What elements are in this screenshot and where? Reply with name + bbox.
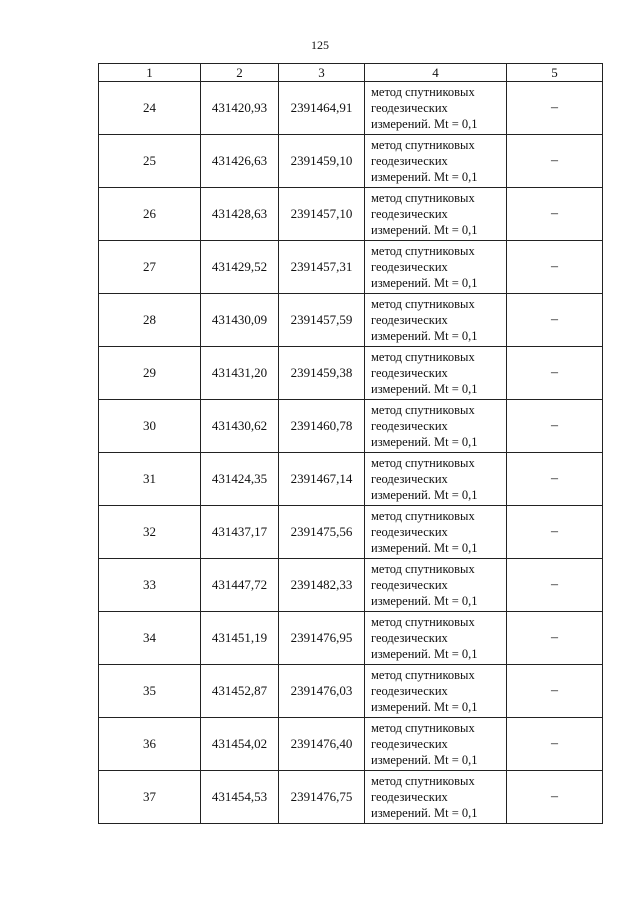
coordinates-table (98, 63, 603, 824)
table-row (99, 188, 603, 241)
y-coordinate-cell: 2391464,91 (279, 82, 365, 135)
method-cell: метод спутниковых геодезических измерений. Mt = 0,1 (365, 665, 507, 718)
note-cell: – (507, 771, 603, 824)
header-col-4: 4 (365, 64, 507, 82)
x-coordinate-cell: 431447,72 (201, 559, 279, 612)
note-cell: – (507, 453, 603, 506)
y-coordinate-cell: 2391460,78 (279, 400, 365, 453)
x-coordinate-cell: 431429,52 (201, 241, 279, 294)
x-coordinate-cell: 431454,02 (201, 718, 279, 771)
x-coordinate-cell: 431452,87 (201, 665, 279, 718)
note-cell: – (507, 506, 603, 559)
y-coordinate-cell: 2391476,40 (279, 718, 365, 771)
method-cell: метод спутниковых геодезических измерений. Mt = 0,1 (365, 82, 507, 135)
x-coordinate-cell: 431420,93 (201, 82, 279, 135)
table-header (99, 64, 603, 82)
point-number-cell: 28 (99, 294, 201, 347)
table-row (99, 241, 603, 294)
table-row (99, 135, 603, 188)
y-coordinate-cell: 2391482,33 (279, 559, 365, 612)
point-number-cell: 26 (99, 188, 201, 241)
table-row (99, 665, 603, 718)
y-coordinate-cell: 2391457,31 (279, 241, 365, 294)
note-cell: – (507, 665, 603, 718)
header-col-1: 1 (99, 64, 201, 82)
y-coordinate-cell: 2391476,95 (279, 612, 365, 665)
note-cell: – (507, 559, 603, 612)
note-cell: – (507, 188, 603, 241)
method-cell: метод спутниковых геодезических измерений. Mt = 0,1 (365, 559, 507, 612)
method-cell: метод спутниковых геодезических измерений. Mt = 0,1 (365, 506, 507, 559)
x-coordinate-cell: 431454,53 (201, 771, 279, 824)
method-cell: метод спутниковых геодезических измерений. Mt = 0,1 (365, 400, 507, 453)
method-cell: метод спутниковых геодезических измерений. Mt = 0,1 (365, 294, 507, 347)
table-row (99, 453, 603, 506)
point-number-cell: 29 (99, 347, 201, 400)
method-cell: метод спутниковых геодезических измерений. Mt = 0,1 (365, 718, 507, 771)
x-coordinate-cell: 431451,19 (201, 612, 279, 665)
note-cell: – (507, 82, 603, 135)
table-row (99, 294, 603, 347)
x-coordinate-cell: 431426,63 (201, 135, 279, 188)
point-number-cell: 27 (99, 241, 201, 294)
y-coordinate-cell: 2391476,03 (279, 665, 365, 718)
y-coordinate-cell: 2391459,38 (279, 347, 365, 400)
method-cell: метод спутниковых геодезических измерений. Mt = 0,1 (365, 188, 507, 241)
point-number-cell: 30 (99, 400, 201, 453)
point-number-cell: 35 (99, 665, 201, 718)
method-cell: метод спутниковых геодезических измерений. Mt = 0,1 (365, 241, 507, 294)
x-coordinate-cell: 431431,20 (201, 347, 279, 400)
method-cell: метод спутниковых геодезических измерений. Mt = 0,1 (365, 771, 507, 824)
method-cell: метод спутниковых геодезических измерений. Mt = 0,1 (365, 135, 507, 188)
table-row (99, 400, 603, 453)
point-number-cell: 37 (99, 771, 201, 824)
note-cell: – (507, 400, 603, 453)
header-col-5: 5 (507, 64, 603, 82)
method-cell: метод спутниковых геодезических измерений. Mt = 0,1 (365, 453, 507, 506)
point-number-cell: 25 (99, 135, 201, 188)
note-cell: – (507, 718, 603, 771)
x-coordinate-cell: 431430,62 (201, 400, 279, 453)
note-cell: – (507, 612, 603, 665)
x-coordinate-cell: 431430,09 (201, 294, 279, 347)
point-number-cell: 24 (99, 82, 201, 135)
y-coordinate-cell: 2391467,14 (279, 453, 365, 506)
note-cell: – (507, 347, 603, 400)
y-coordinate-cell: 2391475,56 (279, 506, 365, 559)
table-row (99, 347, 603, 400)
table-row (99, 771, 603, 824)
note-cell: – (507, 241, 603, 294)
method-cell: метод спутниковых геодезических измерений. Mt = 0,1 (365, 612, 507, 665)
point-number-cell: 34 (99, 612, 201, 665)
header-col-3: 3 (279, 64, 365, 82)
table-row (99, 718, 603, 771)
y-coordinate-cell: 2391457,59 (279, 294, 365, 347)
table-row (99, 559, 603, 612)
x-coordinate-cell: 431424,35 (201, 453, 279, 506)
page-number: 125 (311, 38, 329, 52)
note-cell: – (507, 294, 603, 347)
table-body (99, 82, 603, 824)
point-number-cell: 33 (99, 559, 201, 612)
y-coordinate-cell: 2391476,75 (279, 771, 365, 824)
point-number-cell: 32 (99, 506, 201, 559)
table-row (99, 612, 603, 665)
y-coordinate-cell: 2391457,10 (279, 188, 365, 241)
header-col-2: 2 (201, 64, 279, 82)
header-row (99, 64, 603, 82)
y-coordinate-cell: 2391459,10 (279, 135, 365, 188)
x-coordinate-cell: 431428,63 (201, 188, 279, 241)
table-row (99, 506, 603, 559)
x-coordinate-cell: 431437,17 (201, 506, 279, 559)
point-number-cell: 36 (99, 718, 201, 771)
method-cell: метод спутниковых геодезических измерений. Mt = 0,1 (365, 347, 507, 400)
note-cell: – (507, 135, 603, 188)
point-number-cell: 31 (99, 453, 201, 506)
table-row (99, 82, 603, 135)
